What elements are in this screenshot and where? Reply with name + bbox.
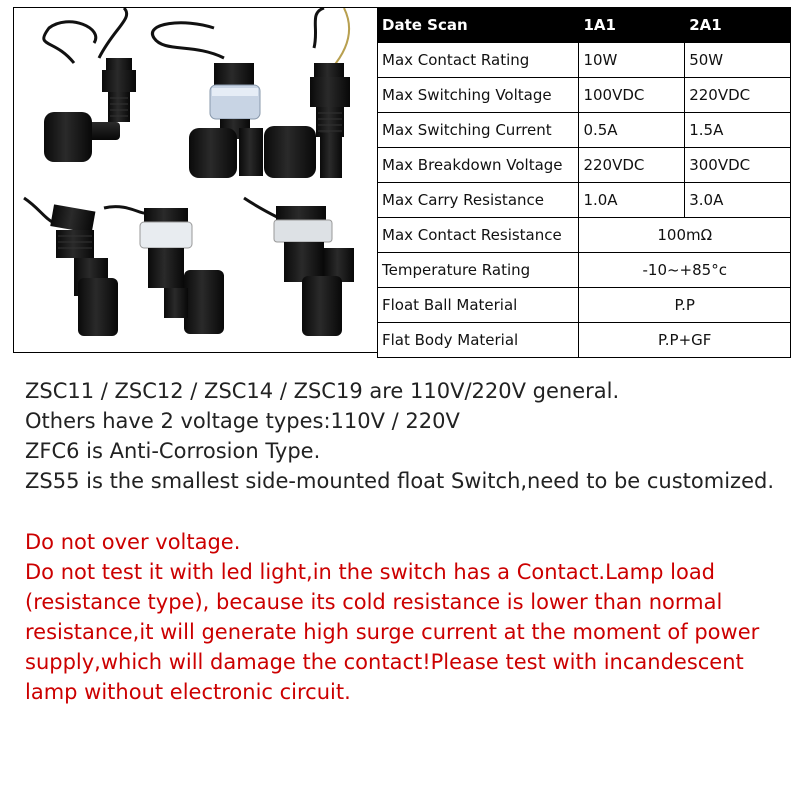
- row-label: Flat Body Material: [378, 323, 579, 358]
- row-label: Max Contact Resistance: [378, 218, 579, 253]
- cell-2a1: 3.0A: [685, 183, 791, 218]
- cell-1a1: 100VDC: [579, 78, 685, 113]
- float-switch-6: [244, 198, 354, 336]
- cell-2a1: 50W: [685, 43, 791, 78]
- cell-1a1: 1.0A: [579, 183, 685, 218]
- header-1a1: 1A1: [579, 8, 685, 43]
- note-line: ZFC6 is Anti-Corrosion Type.: [25, 439, 321, 463]
- cell-2a1: 220VDC: [685, 78, 791, 113]
- warning-notes: [25, 527, 785, 707]
- float-switch-4: [24, 198, 118, 336]
- row-label: Float Ball Material: [378, 288, 579, 323]
- table-header-row: [378, 8, 791, 43]
- row-label: Max Contact Rating: [378, 43, 579, 78]
- merged-cell: P.P+GF: [579, 323, 791, 358]
- cell-1a1: 0.5A: [579, 113, 685, 148]
- note-line: ZSC11 / ZSC12 / ZSC14 / ZSC19 are 110V/220V general.: [25, 379, 620, 403]
- merged-cell: -10~+85°c: [579, 253, 791, 288]
- table-row: [378, 288, 791, 323]
- table-row: [378, 183, 791, 218]
- merged-cell: 100mΩ: [579, 218, 791, 253]
- float-switch-1: [44, 8, 136, 162]
- note-line: Others have 2 voltage types:110V / 220V: [25, 409, 460, 433]
- header-date-scan: Date Scan: [378, 8, 579, 43]
- table-row: [378, 148, 791, 183]
- row-label: Max Breakdown Voltage: [378, 148, 579, 183]
- merged-cell: P.P: [579, 288, 791, 323]
- warning-paragraph: Do not test it with led light,in the switch has a Contact.Lamp load (resistance type), because its cold resistance is lower than normal resistance,it will generate high surge current at the moment of power supply,which will damage the contact!Please test with incandescent lamp without electronic circuit.: [25, 560, 760, 704]
- spec-table: [377, 7, 791, 358]
- note-line: ZS55 is the smallest side-mounted float Switch,need to be customized.: [25, 469, 775, 493]
- table-row: [378, 253, 791, 288]
- cell-1a1: 10W: [579, 43, 685, 78]
- row-label: Max Carry Resistance: [378, 183, 579, 218]
- table-row: [378, 113, 791, 148]
- row-label: Max Switching Voltage: [378, 78, 579, 113]
- header-2a1: 2A1: [685, 8, 791, 43]
- cell-1a1: 220VDC: [579, 148, 685, 183]
- table-row: [378, 43, 791, 78]
- float-switch-image: [14, 8, 378, 352]
- float-switch-3: [264, 8, 350, 178]
- float-switch-5: [104, 207, 224, 334]
- cell-2a1: 300VDC: [685, 148, 791, 183]
- row-label: Temperature Rating: [378, 253, 579, 288]
- product-photo-panel: [13, 7, 378, 353]
- table-row: [378, 323, 791, 358]
- row-label: Max Switching Current: [378, 113, 579, 148]
- general-notes: [25, 376, 785, 496]
- table-row: [378, 218, 791, 253]
- table-row: [378, 78, 791, 113]
- warning-line: Do not over voltage.: [25, 530, 241, 554]
- cell-2a1: 1.5A: [685, 113, 791, 148]
- float-switch-2: [152, 23, 263, 178]
